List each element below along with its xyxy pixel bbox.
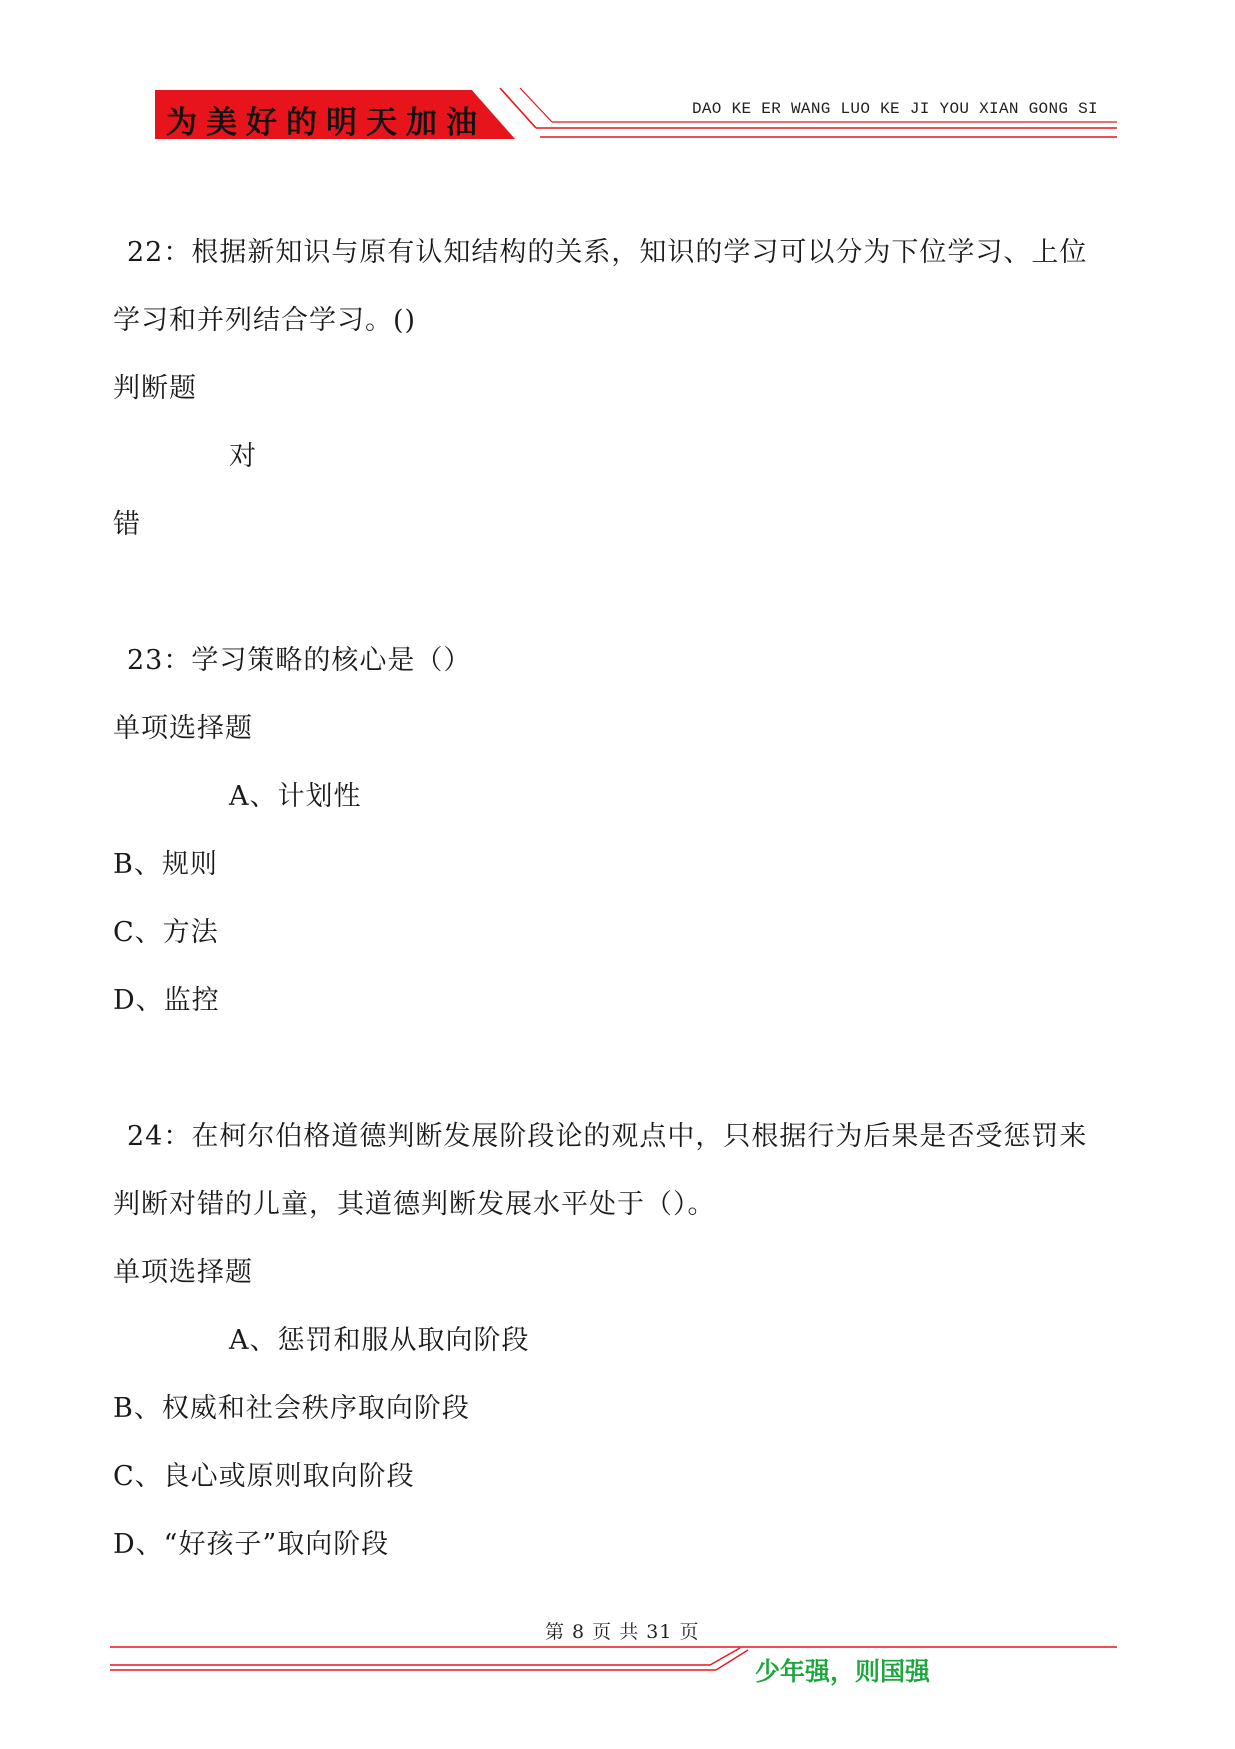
question-24-type: 单项选择题 xyxy=(113,1257,253,1288)
question-24-option-a[interactable]: A、惩罚和服从取向阶段 xyxy=(229,1325,530,1356)
question-23-type: 单项选择题 xyxy=(113,713,253,744)
question-24-stem-line1 xyxy=(127,1120,1087,1154)
question-23-option-c[interactable]: C、方法 xyxy=(113,917,219,948)
question-24-stem-line2: 判断对错的儿童，其道德判断发展水平处于（）。 xyxy=(113,1189,716,1220)
question-22-stem-text: 根据新知识与原有认知结构的关系，知识的学习可以分为下位学习、上位 xyxy=(191,237,1088,268)
question-24-option-c[interactable]: C、良心或原则取向阶段 xyxy=(113,1461,415,1492)
question-22-stem-line2: 学习和并列结合学习。() xyxy=(113,305,417,336)
question-23-option-d[interactable]: D、监控 xyxy=(113,985,220,1016)
question-24-option-d[interactable]: D、“好孩子”取向阶段 xyxy=(113,1529,390,1560)
question-22-option-true[interactable]: 对 xyxy=(229,441,257,472)
question-23-stem-line1 xyxy=(127,644,471,678)
header-company-name: DAO KE ER WANG LUO KE JI YOU XIAN GONG SI xyxy=(692,100,1098,118)
question-24-option-b[interactable]: B、权威和社会秩序取向阶段 xyxy=(113,1393,470,1424)
footer-slogan: 少年强，则国强 xyxy=(755,1657,931,1686)
question-23-option-b[interactable]: B、规则 xyxy=(113,849,218,880)
question-22-number: 22： xyxy=(127,237,192,268)
question-24-stem-text: 在柯尔伯格道德判断发展阶段论的观点中，只根据行为后果是否受惩罚来 xyxy=(191,1121,1088,1152)
header-banner-text: 为美好的明天加油 xyxy=(166,105,486,141)
footer-rule xyxy=(0,1620,1235,1690)
question-22-option-false[interactable]: 错 xyxy=(113,509,141,540)
question-23-option-a[interactable]: A、计划性 xyxy=(229,781,362,812)
question-24-number: 24： xyxy=(127,1121,192,1152)
question-22-stem-line1 xyxy=(127,236,1087,270)
question-23-stem-text: 学习策略的核心是（） xyxy=(191,645,472,676)
question-22-type: 判断题 xyxy=(113,373,197,404)
question-23-number: 23： xyxy=(127,645,192,676)
header-rule xyxy=(0,0,1235,160)
page-number: 第 8 页 共 31 页 xyxy=(545,1621,700,1643)
